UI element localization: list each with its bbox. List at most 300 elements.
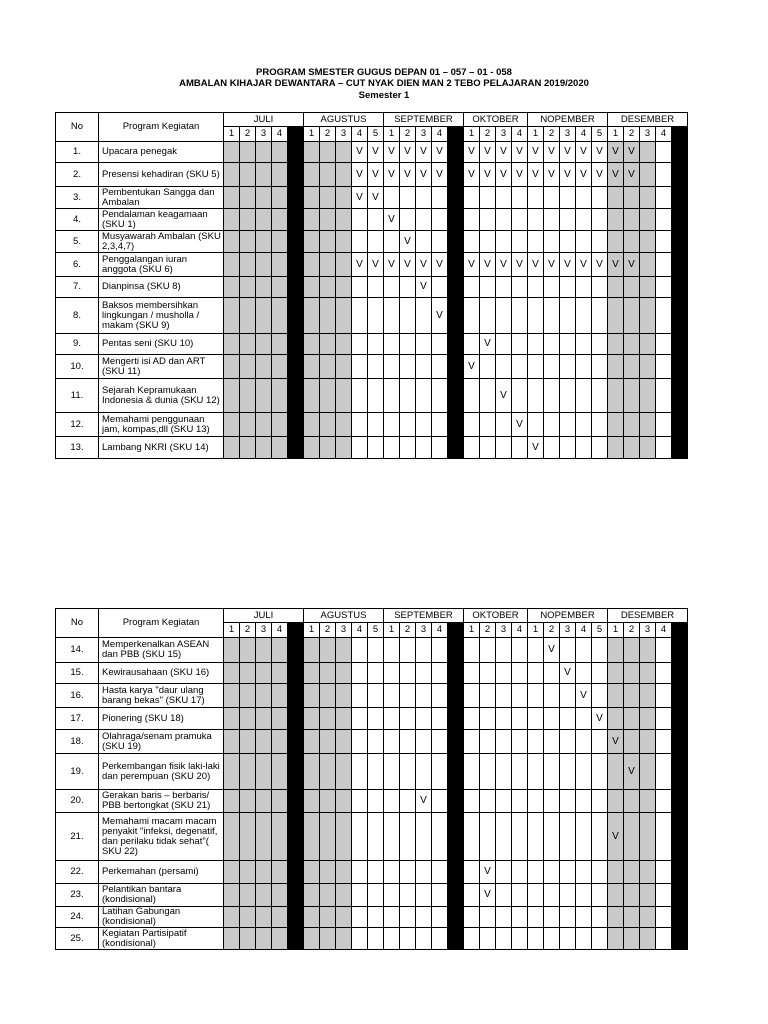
week-cell: [464, 861, 480, 884]
week-cell: [624, 187, 640, 209]
separator-cell: [288, 127, 304, 142]
week-cell: [352, 231, 368, 253]
separator-cell: [288, 379, 304, 413]
week-cell: [512, 684, 528, 708]
week-cell: [592, 187, 608, 209]
week-cell: [400, 209, 416, 231]
week-cell: [304, 730, 320, 754]
week-cell: [256, 142, 272, 163]
separator-cell: [288, 413, 304, 437]
week-cell: [496, 790, 512, 813]
week-cell: [272, 163, 288, 187]
week-cell: [224, 638, 240, 663]
week-number: 1: [384, 127, 400, 142]
week-cell: [416, 861, 432, 884]
header-no: No: [56, 113, 99, 142]
doc-title-line2: AMBALAN KIHAJAR DEWANTARA – CUT NYAK DIEN MAN 2 TEBO PELAJARAN 2019/2020: [179, 78, 589, 89]
week-cell: [576, 231, 592, 253]
check-mark: V: [576, 163, 592, 187]
week-cell: [560, 861, 576, 884]
week-cell: [368, 708, 384, 730]
week-cell: [384, 730, 400, 754]
week-cell: [272, 355, 288, 379]
week-cell: [608, 790, 624, 813]
check-mark: V: [624, 163, 640, 187]
week-cell: [400, 684, 416, 708]
check-mark: V: [528, 163, 544, 187]
week-cell: [592, 298, 608, 334]
week-cell: [384, 413, 400, 437]
week-cell: [384, 298, 400, 334]
week-cell: [336, 187, 352, 209]
check-mark: V: [416, 142, 432, 163]
program-name: Upacara penegak: [99, 142, 224, 163]
week-cell: [416, 413, 432, 437]
separator-cell: [672, 907, 688, 928]
week-cell: [336, 813, 352, 861]
week-cell: [336, 209, 352, 231]
table-row: [56, 163, 688, 187]
week-cell: [416, 730, 432, 754]
week-cell: [464, 638, 480, 663]
week-cell: [320, 907, 336, 928]
check-mark: V: [432, 142, 448, 163]
check-mark: V: [544, 142, 560, 163]
check-mark: V: [496, 142, 512, 163]
week-cell: [544, 379, 560, 413]
week-cell: [576, 754, 592, 790]
week-cell: [384, 907, 400, 928]
week-cell: [624, 379, 640, 413]
week-cell: [576, 861, 592, 884]
week-cell: [368, 209, 384, 231]
separator-cell: [448, 355, 464, 379]
separator-cell: [448, 231, 464, 253]
week-cell: [352, 638, 368, 663]
week-cell: [576, 708, 592, 730]
week-cell: [256, 209, 272, 231]
week-cell: [464, 730, 480, 754]
check-mark: V: [576, 253, 592, 277]
week-cell: [272, 142, 288, 163]
separator-cell: [288, 663, 304, 684]
week-cell: [592, 861, 608, 884]
week-cell: [272, 298, 288, 334]
week-cell: [256, 355, 272, 379]
week-cell: [544, 861, 560, 884]
week-cell: [368, 437, 384, 459]
week-cell: [272, 928, 288, 950]
separator-cell: [672, 334, 688, 355]
week-cell: [576, 663, 592, 684]
week-cell: [400, 379, 416, 413]
week-cell: [352, 861, 368, 884]
check-mark: V: [608, 142, 624, 163]
week-cell: [320, 379, 336, 413]
week-cell: [512, 231, 528, 253]
check-mark: V: [480, 253, 496, 277]
check-mark: V: [496, 379, 512, 413]
week-cell: [336, 163, 352, 187]
week-cell: [464, 277, 480, 298]
week-cell: [512, 754, 528, 790]
separator-cell: [672, 663, 688, 684]
table-row: [56, 638, 688, 663]
separator-cell: [288, 790, 304, 813]
week-cell: [240, 861, 256, 884]
table-row: [56, 142, 688, 163]
week-cell: [240, 928, 256, 950]
week-cell: [384, 684, 400, 708]
week-cell: [240, 638, 256, 663]
week-cell: [320, 413, 336, 437]
week-number: 1: [608, 127, 624, 142]
week-cell: [656, 928, 672, 950]
table-row: [56, 684, 688, 708]
separator-cell: [672, 638, 688, 663]
week-cell: [224, 334, 240, 355]
program-name: Mengerti isi AD dan ART (SKU 11): [99, 355, 224, 379]
separator-cell: [288, 209, 304, 231]
week-cell: [304, 813, 320, 861]
check-mark: V: [352, 187, 368, 209]
week-cell: [400, 754, 416, 790]
week-number: 3: [640, 623, 656, 638]
week-cell: [592, 754, 608, 790]
week-cell: [256, 928, 272, 950]
week-cell: [528, 231, 544, 253]
week-number: 3: [256, 127, 272, 142]
week-cell: [624, 884, 640, 907]
week-cell: [528, 813, 544, 861]
week-cell: [272, 907, 288, 928]
week-cell: [368, 730, 384, 754]
program-name: Pembentukan Sangga dan Ambalan: [99, 187, 224, 209]
week-cell: [560, 813, 576, 861]
week-cell: [576, 790, 592, 813]
separator-cell: [288, 684, 304, 708]
week-cell: [320, 231, 336, 253]
week-cell: [480, 790, 496, 813]
week-cell: [256, 298, 272, 334]
week-cell: [496, 730, 512, 754]
week-cell: [368, 638, 384, 663]
week-cell: [352, 708, 368, 730]
week-cell: [656, 861, 672, 884]
check-mark: V: [512, 253, 528, 277]
week-cell: [656, 187, 672, 209]
week-cell: [336, 413, 352, 437]
week-cell: [336, 437, 352, 459]
week-cell: [528, 298, 544, 334]
week-number: 1: [224, 127, 240, 142]
check-mark: V: [400, 253, 416, 277]
week-cell: [544, 790, 560, 813]
table-row: [56, 413, 688, 437]
week-cell: [544, 928, 560, 950]
check-mark: V: [416, 253, 432, 277]
week-cell: [304, 437, 320, 459]
week-cell: [640, 142, 656, 163]
table-row: [56, 884, 688, 907]
week-cell: [608, 907, 624, 928]
week-cell: [544, 334, 560, 355]
week-number: 1: [224, 623, 240, 638]
week-number: 4: [352, 623, 368, 638]
week-cell: [304, 355, 320, 379]
program-name: Memperkenalkan ASEAN dan PBB (SKU 15): [99, 638, 224, 663]
check-mark: V: [560, 253, 576, 277]
week-cell: [560, 437, 576, 459]
week-cell: [416, 209, 432, 231]
check-mark: V: [400, 163, 416, 187]
week-cell: [352, 298, 368, 334]
week-cell: [592, 277, 608, 298]
row-number: 10.: [56, 355, 99, 379]
week-cell: [336, 379, 352, 413]
week-cell: [320, 754, 336, 790]
week-cell: [240, 813, 256, 861]
week-cell: [384, 928, 400, 950]
week-cell: [640, 861, 656, 884]
week-number: 2: [240, 127, 256, 142]
separator-cell: [448, 623, 464, 638]
week-number: 2: [240, 623, 256, 638]
week-cell: [240, 413, 256, 437]
table-row: [56, 790, 688, 813]
week-cell: [384, 861, 400, 884]
check-mark: V: [496, 163, 512, 187]
week-cell: [320, 334, 336, 355]
week-cell: [528, 861, 544, 884]
row-number: 24.: [56, 907, 99, 928]
week-cell: [432, 813, 448, 861]
week-cell: [400, 884, 416, 907]
program-name: Perkembangan fisik laki-laki dan perempuan (SKU 20): [99, 754, 224, 790]
week-cell: [304, 231, 320, 253]
check-mark: V: [416, 790, 432, 813]
week-cell: [496, 298, 512, 334]
week-cell: [336, 142, 352, 163]
week-cell: [608, 298, 624, 334]
week-cell: [304, 187, 320, 209]
program-name: Memahami macam macam penyakit "infeksi, degenatif, dan perilaku tidak sehat"( SKU 22): [99, 813, 224, 861]
separator-cell: [288, 730, 304, 754]
separator-cell: [288, 277, 304, 298]
week-cell: [480, 437, 496, 459]
separator-cell: [448, 127, 464, 142]
week-cell: [400, 277, 416, 298]
check-mark: V: [512, 163, 528, 187]
week-cell: [320, 209, 336, 231]
week-cell: [464, 413, 480, 437]
week-cell: [256, 379, 272, 413]
week-cell: [320, 355, 336, 379]
check-mark: V: [432, 298, 448, 334]
week-cell: [224, 379, 240, 413]
week-cell: [640, 907, 656, 928]
week-cell: [272, 209, 288, 231]
week-cell: [368, 684, 384, 708]
week-cell: [368, 663, 384, 684]
week-cell: [336, 907, 352, 928]
separator-cell: [672, 413, 688, 437]
row-number: 21.: [56, 813, 99, 861]
program-name: Pendalaman keagamaan (SKU 1): [99, 209, 224, 231]
week-cell: [480, 187, 496, 209]
week-cell: [352, 437, 368, 459]
check-mark: V: [368, 163, 384, 187]
separator-cell: [448, 638, 464, 663]
separator-cell: [672, 684, 688, 708]
week-cell: [480, 209, 496, 231]
week-cell: [240, 730, 256, 754]
week-cell: [336, 638, 352, 663]
check-mark: V: [464, 163, 480, 187]
week-cell: [512, 277, 528, 298]
week-cell: [576, 209, 592, 231]
row-number: 15.: [56, 663, 99, 684]
week-cell: [656, 142, 672, 163]
week-cell: [304, 638, 320, 663]
separator-cell: [448, 437, 464, 459]
week-number: 2: [320, 127, 336, 142]
week-cell: [256, 813, 272, 861]
week-cell: [320, 928, 336, 950]
week-cell: [384, 790, 400, 813]
week-cell: [512, 907, 528, 928]
week-number: 5: [592, 127, 608, 142]
week-cell: [608, 437, 624, 459]
check-mark: V: [480, 884, 496, 907]
separator-cell: [448, 708, 464, 730]
separator-cell: [672, 142, 688, 163]
week-number: 5: [368, 127, 384, 142]
week-cell: [432, 379, 448, 413]
separator-cell: [448, 684, 464, 708]
week-cell: [640, 708, 656, 730]
week-cell: [576, 813, 592, 861]
week-cell: [368, 884, 384, 907]
week-cell: [512, 663, 528, 684]
separator-cell: [448, 253, 464, 277]
separator-cell: [448, 277, 464, 298]
separator-cell: [448, 730, 464, 754]
week-cell: [480, 754, 496, 790]
row-number: 9.: [56, 334, 99, 355]
check-mark: V: [416, 277, 432, 298]
week-cell: [624, 907, 640, 928]
week-number: 3: [560, 623, 576, 638]
week-cell: [640, 379, 656, 413]
week-cell: [464, 298, 480, 334]
week-cell: [400, 663, 416, 684]
week-cell: [592, 907, 608, 928]
separator-cell: [288, 187, 304, 209]
week-cell: [336, 277, 352, 298]
week-cell: [560, 334, 576, 355]
week-number: 4: [512, 623, 528, 638]
week-cell: [224, 928, 240, 950]
week-cell: [352, 754, 368, 790]
separator-cell: [448, 813, 464, 861]
week-cell: [336, 334, 352, 355]
separator-cell: [672, 187, 688, 209]
table-row: [56, 754, 688, 790]
row-number: 23.: [56, 884, 99, 907]
separator-cell: [288, 884, 304, 907]
table-row: [56, 209, 688, 231]
separator-cell: [448, 928, 464, 950]
week-cell: [352, 379, 368, 413]
check-mark: V: [544, 253, 560, 277]
header-program: Program Kegiatan: [99, 113, 224, 142]
week-cell: [272, 708, 288, 730]
week-cell: [416, 298, 432, 334]
week-cell: [352, 277, 368, 298]
week-cell: [640, 437, 656, 459]
row-number: 14.: [56, 638, 99, 663]
separator-cell: [672, 437, 688, 459]
week-cell: [432, 277, 448, 298]
week-cell: [576, 277, 592, 298]
week-cell: [496, 209, 512, 231]
week-cell: [544, 907, 560, 928]
program-name: Kewirausahaan (SKU 16): [99, 663, 224, 684]
week-cell: [256, 754, 272, 790]
check-mark: V: [592, 708, 608, 730]
week-cell: [608, 884, 624, 907]
week-cell: [240, 379, 256, 413]
check-mark: V: [544, 638, 560, 663]
week-cell: [272, 663, 288, 684]
week-cell: [656, 209, 672, 231]
week-cell: [432, 437, 448, 459]
week-cell: [528, 684, 544, 708]
week-cell: [416, 813, 432, 861]
week-cell: [256, 334, 272, 355]
separator-cell: [672, 298, 688, 334]
program-name: Presensi kehadiran (SKU 5): [99, 163, 224, 187]
week-cell: [576, 379, 592, 413]
week-cell: [432, 638, 448, 663]
separator-cell: [672, 708, 688, 730]
week-number: 2: [400, 623, 416, 638]
week-cell: [640, 754, 656, 790]
week-cell: [512, 437, 528, 459]
week-cell: [272, 730, 288, 754]
week-cell: [272, 861, 288, 884]
week-cell: [640, 187, 656, 209]
check-mark: V: [400, 231, 416, 253]
month-header-2: SEPTEMBER: [384, 609, 464, 623]
check-mark: V: [480, 334, 496, 355]
check-mark: V: [400, 142, 416, 163]
week-cell: [368, 379, 384, 413]
week-cell: [544, 209, 560, 231]
week-cell: [656, 298, 672, 334]
week-number: 4: [432, 127, 448, 142]
row-number: 2.: [56, 163, 99, 187]
week-cell: [464, 663, 480, 684]
week-cell: [640, 663, 656, 684]
week-number: 2: [320, 623, 336, 638]
week-cell: [416, 663, 432, 684]
separator-cell: [448, 163, 464, 187]
week-cell: [304, 754, 320, 790]
separator-cell: [288, 253, 304, 277]
week-cell: [384, 437, 400, 459]
